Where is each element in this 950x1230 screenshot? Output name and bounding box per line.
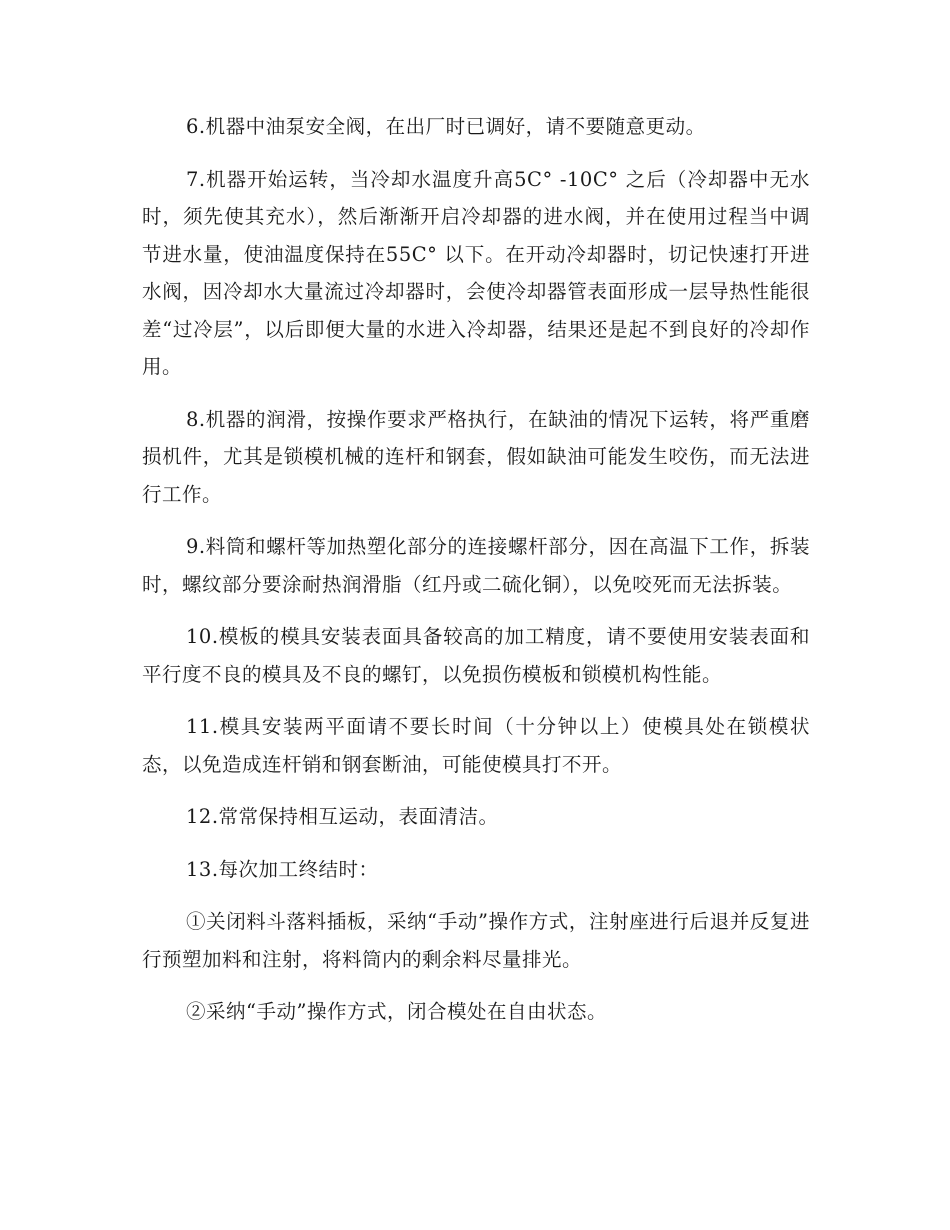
document-body bbox=[142, 108, 810, 1046]
paragraph-item-6: 6.机器中油泵安全阀，在出厂时已调好，请不要随意更动。 bbox=[186, 115, 706, 138]
paragraph-item-11: 11.模具安装两平面请不要长时间（十分钟以上）使模具处在锁模状态，以免造成连杆销和钢套断油，可能使模具打不开。 bbox=[142, 715, 810, 776]
paragraph-item-9: 9.料筒和螺杆等加热塑化部分的连接螺杆部分，因在高温下工作，拆装时，螺纹部分要涂耐热润滑脂（红丹或二硫化铜），以免咬死而无法拆装。 bbox=[142, 535, 810, 596]
paragraph-item-8: 8.机器的润滑，按操作要求严格执行，在缺油的情况下运转，将严重磨损机件，尤其是锁模机械的连杆和钢套，假如缺油可能发生咬伤，而无法进行工作。 bbox=[142, 407, 810, 506]
paragraph-item-7: 7.机器开始运转，当冷却水温度升高5C° -10C° 之后（冷却器中无水时，须先使其充水），然后渐渐开启冷却器的进水阀，并在使用过程当中调节进水量，使油温度保持在55C° 以下。在开动冷却器时，切记快速打开进水阀，因冷却水大量流过冷却器时，会使冷却器管表面形成一层导热性能很差“过冷层”，以后即便大量的水进入冷却器，结果还是起不到良好的冷却作用。 bbox=[142, 167, 810, 378]
paragraph-item-10: 10.模板的模具安装表面具备较高的加工精度，请不要使用安装表面和平行度不良的模具及不良的螺钉，以免损伤模板和锁模机构性能。 bbox=[142, 625, 810, 686]
paragraph-item-13: 13.每次加工终结时： bbox=[186, 857, 379, 881]
paragraph-item-12: 12.常常保持相互运动，表面清洁。 bbox=[186, 805, 499, 828]
paragraph-subitem-1: ①关闭料斗落料插板，采纳“手动”操作方式，注射座进行后退并反复进行预塑加料和注射，将料筒内的剩余料尽量排光。 bbox=[142, 910, 810, 971]
paragraph-subitem-2: ②采纳“手动”操作方式，闭合模处在自由状态。 bbox=[186, 1000, 607, 1023]
